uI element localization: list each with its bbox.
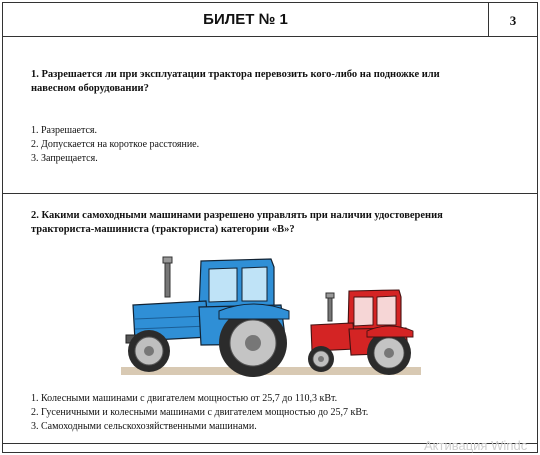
activation-watermark: Активация Windc: [424, 438, 528, 453]
question-1-line-1: 1. Разрешается ли при эксплуатации трактора перевозить кого-либо на подножке или: [31, 69, 440, 80]
question-1: [31, 68, 440, 96]
question-2: [31, 209, 443, 237]
answer-2-2[interactable]: 2. Гусеничными и колесными машинами с двигателем мощностью до 25,7 кВт.: [31, 407, 369, 418]
answer-1-1[interactable]: 1. Разрешается.: [31, 125, 97, 136]
tractors-illustration: [121, 249, 421, 379]
answer-1-3[interactable]: 3. Запрещается.: [31, 153, 98, 164]
question-2-line-1: 2. Какими самоходными машинами разрешено управлять при наличии удостоверения: [31, 210, 443, 221]
ticket-sheet: [2, 2, 538, 453]
ticket-title: БИЛЕТ № 1: [3, 3, 489, 36]
answer-1-2[interactable]: 2. Допускается на короткое расстояние.: [31, 139, 200, 150]
section-divider-1: [3, 193, 537, 194]
question-1-line-2: навесном оборудовании?: [31, 83, 149, 94]
question-2-line-2: тракториста-машиниста (тракториста) категории «В»?: [31, 224, 295, 235]
question-1-answers: [31, 124, 199, 166]
question-2-answers: [31, 392, 368, 434]
blue-tractor: [126, 257, 289, 377]
ticket-number: 3: [509, 13, 517, 28]
answer-2-3[interactable]: 3. Самоходными сельскохозяйственными машинами.: [31, 421, 257, 432]
red-tractor: [308, 290, 413, 375]
answer-2-1[interactable]: 1. Колесными машинами с двигателем мощностью от 25,7 до 110,3 кВт.: [31, 393, 338, 404]
ticket-header: [3, 3, 537, 37]
